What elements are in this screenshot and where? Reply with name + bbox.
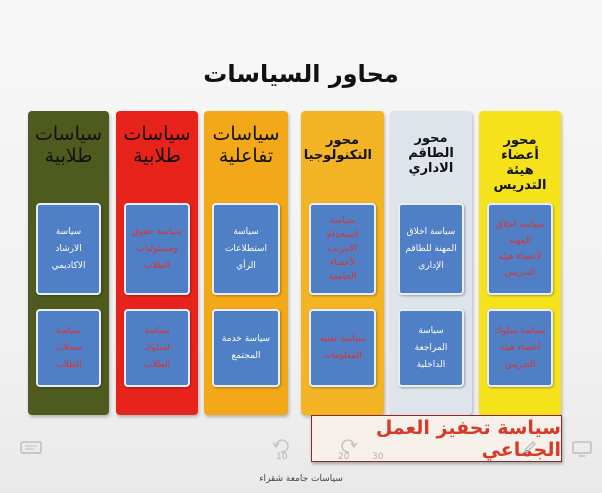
column-heading: سياسات طلابية: [123, 123, 191, 167]
policy-box-faculty-conduct: سياسة سلوك أعضاء هيئة التدريس: [487, 309, 553, 387]
column-heading: سياسات طلابية: [34, 123, 103, 167]
column-interactive-policies: [204, 111, 288, 415]
policy-box-student-conduct: سياسة لسلوك الطلاب: [124, 309, 190, 387]
column-heading: سياسات تفاعلية: [212, 123, 280, 167]
policy-box-internal-audit: سياسة المراجعة الداخلية: [398, 309, 464, 387]
page-indicator-a: 10: [276, 452, 288, 462]
column-technology: [301, 111, 384, 415]
page-indicator-c: 30: [372, 452, 384, 462]
column-heading: محور التكنولوجيا: [303, 133, 372, 163]
column-administrative-staff: [390, 111, 472, 415]
page-indicator-b: 20: [338, 452, 350, 462]
policy-box-student-records: سياسة سجلات الطلاب: [36, 309, 101, 387]
speaker-notes-icon[interactable]: [20, 441, 42, 461]
forward-icon[interactable]: [340, 437, 358, 459]
column-student-policies-2: [116, 111, 198, 415]
column-student-policies-1: [28, 111, 109, 415]
policy-box-staff-ethics: سياسة اخلاق المهنة للطاقم الإداري: [398, 203, 464, 295]
policy-box-community-service: سياسة خدمة المجتمع: [212, 309, 280, 387]
policy-box-opinion-surveys: سياسة استطلاعات الرأي: [212, 203, 280, 295]
policy-box-information-technology: سياسة تقنية المعلومات: [309, 309, 376, 387]
policy-box-internet-usage: سياسة استخدام الانترنت لأعضاء الجامعة: [309, 203, 376, 295]
pen-icon[interactable]: [522, 439, 538, 459]
column-heading: محور أعضاء هيئة التدريس: [493, 133, 547, 193]
policy-box-academic-advising: سياسة الارشاد الاكاديمي: [36, 203, 101, 295]
policy-box-faculty-ethics: سياسة اخلاق المهنة لأعضاء هيئة التدريس: [487, 203, 553, 295]
slide-footer: سياسات جامعة شقراء: [259, 474, 343, 484]
policy-box-student-rights: سياسة حقوق ومسئوليات الطلاب: [124, 203, 190, 295]
column-heading: محور الطاقم الاداري: [408, 131, 454, 176]
slide-title: محاور السياسات: [203, 60, 399, 88]
column-faculty-members: [479, 111, 561, 415]
teamwork-policy-banner: سياسة تحفيز العمل الجماعي: [311, 415, 562, 462]
screen-icon[interactable]: [572, 441, 592, 461]
